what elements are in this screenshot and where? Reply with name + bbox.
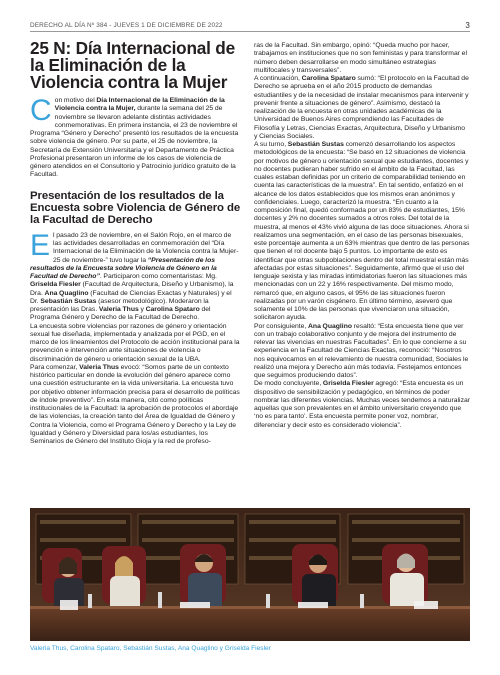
right-paragraph-3: A su turno, Sebastián Sustas comenzó desarrollando los aspectos metodológicos de la encuesta: “Se basó en 12 situaciones de violencia por motivos de género u orientación sexual que estudiantes, docentes y no docentes pudieran haber sufrido en el ámbito de la Facultad, las cuales estaban definidas por un criterio de comparabilidad teniendo en cuenta las características de la muestra”. En tal sentido, enfatizó en el alcance de los datos establecidos que los mismos eran anónimos y confidenciales. Luego, caracterizó la muestra. “En cuanto a la composición final, quedó conformada por un 83% de estudiantes, 15% docentes y 2% no docentes sumados a otros roles. Del total de la muestra, al menos el 43% vivió alguna de las doce situaciones. Ahora si realizamos una segmentación, en el caso de las personas bisexuales, este porcentaje aumenta a un 63% mientras que dentro de las personas que tienen el rol docente bajo 5 puntos. Lo importante de esto es identificar que otras subpoblaciones dentro del total muestral están más afectadas por estas situaciones”. Seguidamente, afirmó que el uso del lenguaje sexista y las miradas intimidatorias fueron las situaciones más mencionadas con un 22 y 16% respectivamente. Del mismo modo, remarcó que, en alguno casos, el 95% de las situaciones fueron realizadas por un varón cisgénero. En último término, aseveró que solamente el 10% de las personas que vivenciaron una situación, solicitaron ayuda. bbox=[254, 141, 470, 322]
panel-photo bbox=[30, 508, 470, 641]
body-paragraph-1: El pasado 23 de noviembre, en el Salón Rojo, en el marco de las actividades desarrolladas en conmemoración del “Día Internacional de la Eliminación de la Violencia contra la Mujer- 25 de noviembre-” tuvo lugar la “Presentación de los resultados de la Encuesta sobre Violencia de Género en la Facultad de Derecho”. Participaron como comentaristas: Mg. Griselda Fiesler (Facultad de Arquitectura, Diseño y Urbanismo), la Dra. Ana Quaglino (Facultad de Ciencias Exactas y Naturales) y el Dr. Sebastián Sustas (asesor metodológico). Moderaron la presentación las Dras. Valeria Thus y Carolina Spataro del Programa Género y Derecho de la Facultad de Derecho. bbox=[30, 228, 239, 322]
right-paragraph-4: Por consiguiente, Ana Quaglino resaltó: “Esta encuesta tiene que ver con un trabajo colaborativo conjunto y de mejora del instrumento de relevar las vivencias en nuestras Facultades”. En lo que concierne a su experiencia en la Facultad de Ciencias Exactas, reconoció: “Nosotros nos equivocamos en el relevamiento de nuestra comunidad, Sociales le realizó una mejora y Derecho aún más todavía. Festejamos entonces que seguimos produciendo datos”. bbox=[254, 322, 469, 379]
body-paragraph-3: Para comenzar, Valeria Thus evocó: “Somos parte de un contexto histórico particular en donde la evolución del género aparece como una cuestión estructurante en la vida universitaria. La encuesta tuvo por objetivo obtener información precisa para el desarrollo de políticas de índole preventivo”. En esta manera, citó como políticas institucionales de la Facultad: la aprobación de protocolos el abordaje de las violencias, la creación tanto del Área de Igualdad de Género y Contra la Violencia, como el Programa Género y Derecho y la Ley de Igualdad y Género y Diversidad para los/as estudiantes, los Seminarios de Género del Instituto Gioja y la red de profeso- bbox=[30, 363, 240, 446]
drop-cap-c: C bbox=[30, 94, 52, 127]
right-paragraph-5: De modo concluyente, Griselda Fiesler agregó: “Esta encuesta es un dispositivo de sensibilización y pedagógico, en términos de poder nombrar las diferentes violencias. Muchas veces tendemos a naturalizar aquellas que son prevalentes en el ámbito universitario creyendo que ‘no es para tanto’. Esta encuesta permite poner voz, nombrar, diferenciar y decir esto es considerado violencia”. bbox=[254, 380, 471, 429]
page-number: 3 bbox=[465, 21, 470, 30]
header-rule bbox=[30, 31, 470, 32]
page-header bbox=[30, 18, 470, 32]
right-paragraph-2: A continuación, Carolina Spataro sumó: “El protocolo en la Facultad de Derecho se aprueba en el año 2015 producto de demandas estudiantiles y de la necesidad de instalar mecanismos para intervenir y prevenir frente a situaciones de género”. Asimismo, destacó la realización de la encuesta en otras unidades académicas de la Universidad de Buenos Aires comprendiendo las Facultades de Filosofía y Letras, Ciencias Exactas, Arquitectura, Diseño y Urbanismo y Ciencias Sociales. bbox=[254, 75, 469, 140]
article-title: 25 N: Día Internacional de la Eliminación de la Violencia contra la Mujer bbox=[30, 38, 235, 92]
right-paragraph-1: ras de la Facultad. Sin embargo, opinó: “Queda mucho por hacer, trabajamos en instituciones que no son feministas y para transformar el número deben desarrollarse en modo simultáneo estrategias multifocales y transversales”. bbox=[254, 42, 467, 74]
left-column bbox=[30, 40, 241, 446]
body-paragraph-2: La encuesta sobre violencias por razones de género y orientación sexual fue diseñada, implementada y analizada por el PGD, en el marco de los lineamientos del Protocolo de acción institucional para la prevención e intervención ante situaciones de violencia o discriminación de género u orientación sexual de la UBA. bbox=[30, 322, 240, 363]
right-column bbox=[254, 42, 470, 430]
drop-cap-e: E bbox=[30, 228, 51, 262]
section-subtitle: Presentación de los resultados de la Encuesta sobre Violencia de Género de la Facultad de Derecho bbox=[30, 189, 241, 226]
photo-caption: Valeria Thus, Carolina Spataro, Sebastián Sustas, Ana Quaglino y Griselda Fiesler bbox=[30, 645, 271, 652]
header-issue-info: DERECHO AL DÍA Nº 384 - JUEVES 1 DE DICIEMBRE DE 2022 bbox=[30, 22, 223, 29]
intro-paragraph: Con motivo del Día Internacional de la Eliminación de la Violencia contra la Mujer, durante la semana del 25 de noviembre se llevaron adelante distintas actividades conmemorativas. En primera instancia, el 23 de noviembre el Programa “Género y Derecho” presentó los resultados de la encuesta sobre violencia de género. Por su parte, el 25 de noviembre, la Secretaría de Extensión Universitaria y el Departamento de Práctica Profesional presentaron un informe de los casos de violencia de género atendidos en el Consultorio y Patrocinio jurídico gratuito de la Facultad. bbox=[30, 94, 239, 179]
panel-photo-illustration bbox=[30, 508, 470, 641]
